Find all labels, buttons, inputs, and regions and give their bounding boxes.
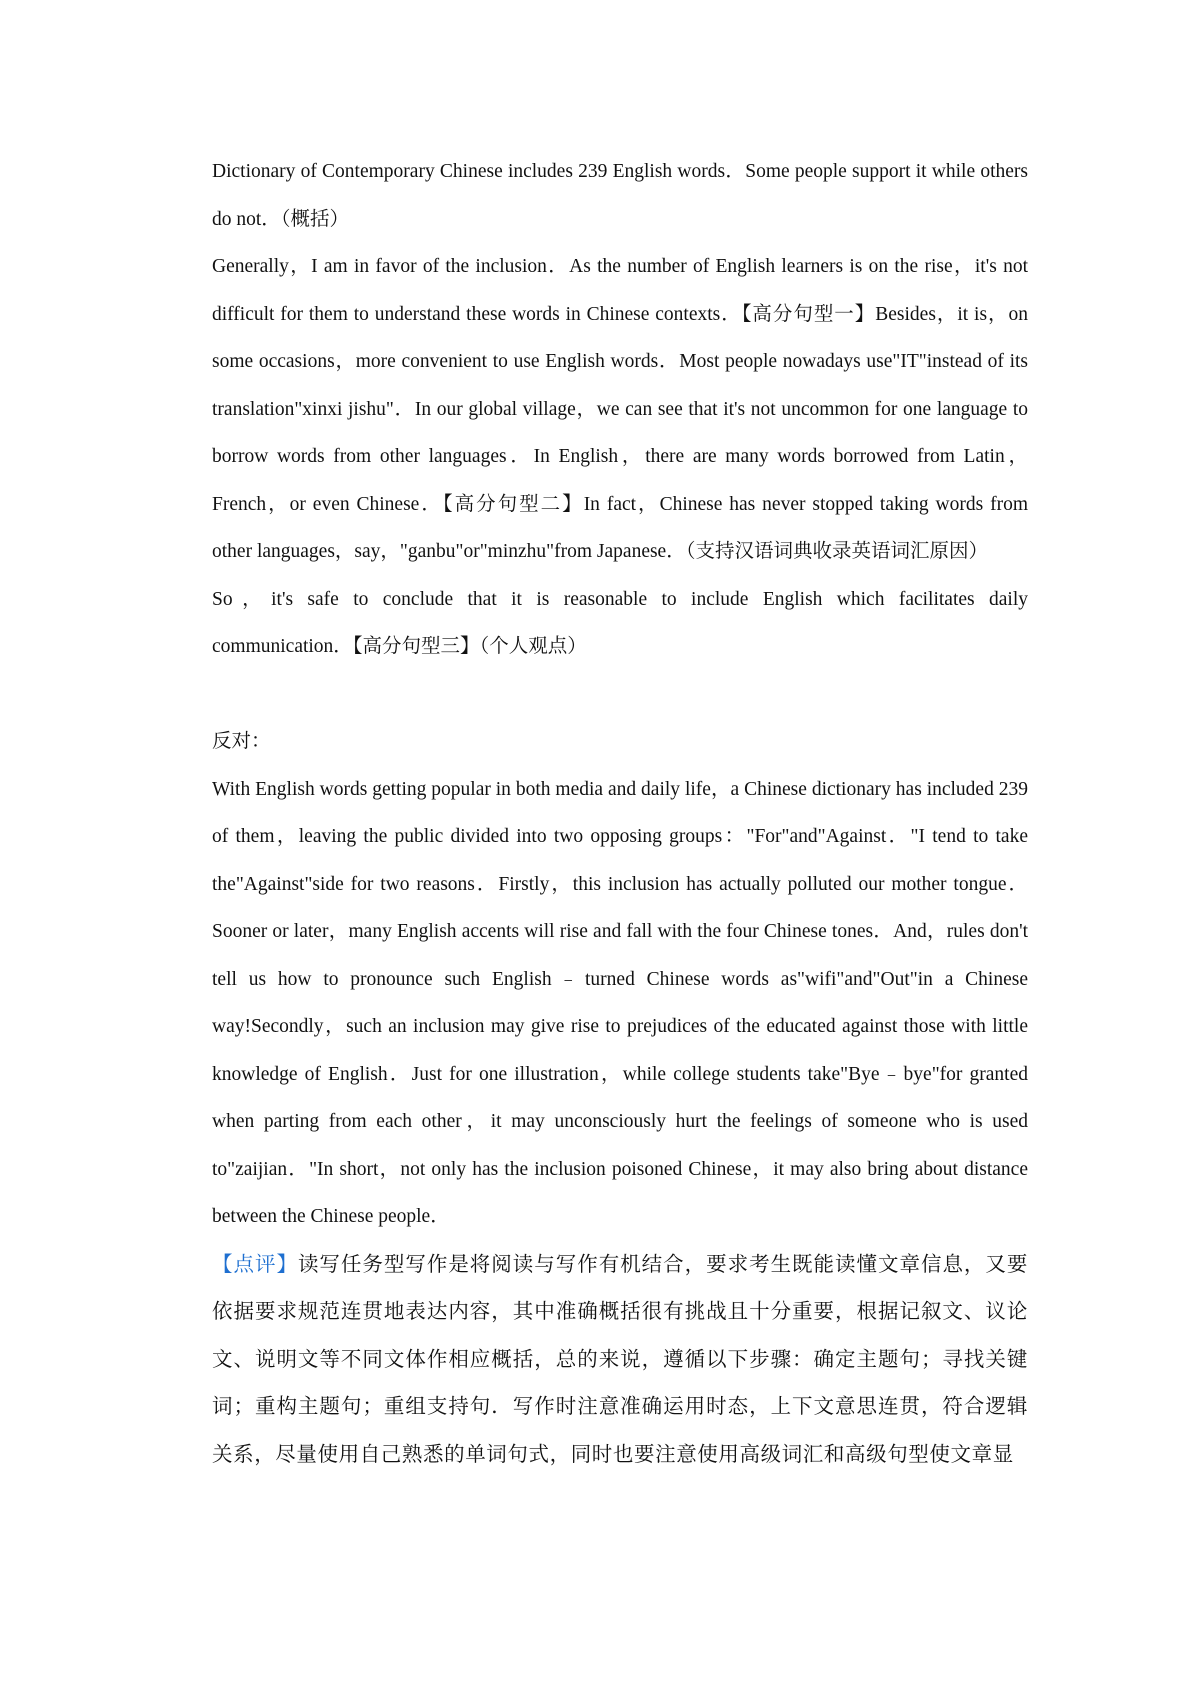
review-paragraph [212, 1241, 1028, 1479]
review-text: 读写任务型写作是将阅读与写作有机结合，要求考生既能读懂文章信息，又要依据要求规范连贯地表达内容，其中准确概括很有挑战且十分重要，根据记叙文、议论文、说明文等不同文体作相应概括，总的来说，遵循以下步骤：确定主题句；寻找关键词；重构主题句；重组支持句．写作时注意准确运用时态，上下文意思连贯，符合逻辑关系，尽量使用自己熟悉的单词句式，同时也要注意使用高级词汇和高级句型使文章显 [212, 1251, 1028, 1466]
support-reasons-paragraph: Generally，I am in favor of the inclusion．As the number of English learners is on the rise，it's not difficult for them to understand these words in Chinese contexts．【高分句型一】Besides，it is，on some occasions，more convenient to use English words．Most people nowadays use"IT"instead of its translation"xinxi jishu"．In our global village，we can see that it's not uncommon for one language to borrow words from other languages．In English，there are many words borrowed from Latin，French，or even Chinese．【高分句型二】In fact，Chinese has never stopped taking words from other languages，say，"ganbu"or"minzhu"from Japanese．（支持汉语词典收录英语词汇原因） [212, 256, 1028, 562]
review-tag: 【点评】 [212, 1251, 298, 1276]
oppose-label: 反对： [212, 731, 271, 752]
document-page [212, 148, 1028, 1478]
personal-opinion-paragraph: So，it's safe to conclude that it is reasonable to include English which facilitates daily communication．【高分句型三】（个人观点） [212, 588, 1028, 657]
oppose-paragraph: With English words getting popular in both media and daily life，a Chinese dictionary has included 239 of them，leaving the public divided into two opposing groups："For"and"Against．"I tend to take the"Against"side for two reasons．Firstly，this inclusion has actually polluted our mother tongue．Sooner or later，many English accents will rise and fall with the four Chinese tones．And，rules don't tell us how to pronounce such English﹣turned Chinese words as"wifi"and"Out"in a Chinese way!Secondly，such an inclusion may give rise to prejudices of the educated against those with little knowledge of English．Just for one illustration，while college students take"Bye﹣bye"for granted when parting from each other，it may unconsciously hurt the feelings of someone who is used to"zaijian．"In short，not only has the inclusion poisoned Chinese，it may also bring about distance between the Chinese people． [212, 778, 1028, 1227]
summary-paragraph: Dictionary of Contemporary Chinese includes 239 English words．Some people support it while others do not．（概括） [212, 161, 1028, 230]
section-spacer [212, 671, 1028, 719]
